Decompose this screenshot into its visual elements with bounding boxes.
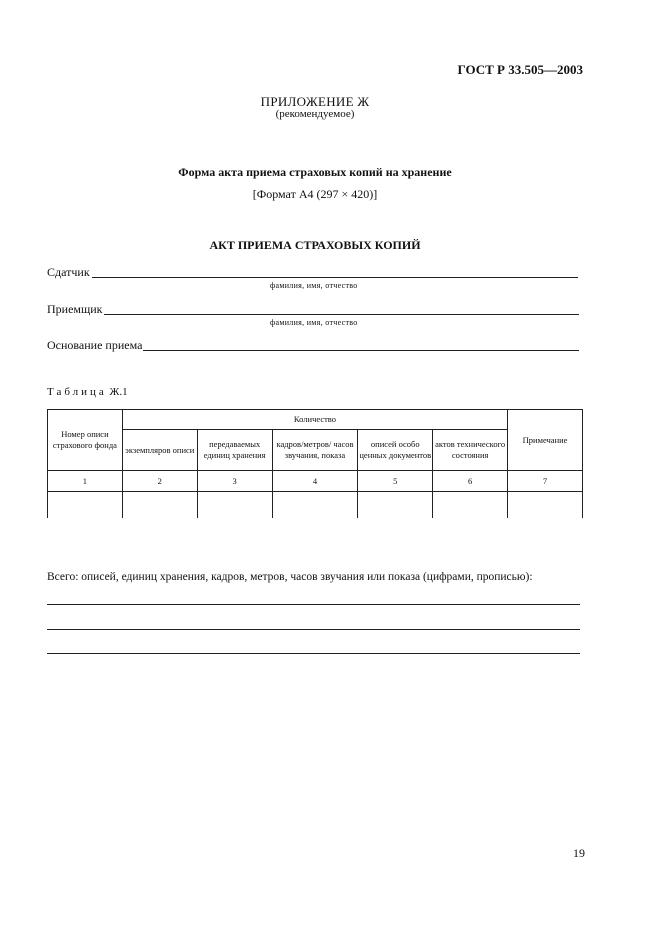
receiver-hint: фамилия, имя, отчество xyxy=(270,318,358,327)
col-num-2: 2 xyxy=(122,471,197,492)
empty-cell xyxy=(272,492,358,518)
sender-hint: фамилия, имя, отчество xyxy=(270,281,358,290)
empty-cell xyxy=(433,492,508,518)
sub-header-frames: кадров/метров/ часов звучания, показа xyxy=(272,430,358,471)
total-line-3 xyxy=(47,653,580,654)
sub-header-valuable: описей особо ценных документов xyxy=(358,430,433,471)
empty-cell xyxy=(508,492,583,518)
col-num-5: 5 xyxy=(358,471,433,492)
total-line-1 xyxy=(47,604,580,605)
table-caption-number: Ж.1 xyxy=(109,386,128,398)
col-num-3: 3 xyxy=(197,471,272,492)
table-caption xyxy=(47,386,128,398)
empty-cell xyxy=(122,492,197,518)
col-number-header: Номер описи страхового фонда xyxy=(48,410,123,471)
form-title: Форма акта приема страховых копий на хранение xyxy=(178,165,452,179)
appendix-title: ПРИЛОЖЕНИЕ Ж xyxy=(260,94,370,109)
basis-label: Основание приема xyxy=(47,338,143,352)
col-num-7: 7 xyxy=(508,471,583,492)
sub-header-copies: экземпляров описи xyxy=(122,430,197,471)
empty-data-row xyxy=(48,492,583,518)
col-num-6: 6 xyxy=(433,471,508,492)
table-caption-word: Таблица xyxy=(47,386,107,398)
act-table xyxy=(47,409,583,518)
basis-line xyxy=(143,350,579,351)
appendix-subtitle: (рекомендуемое) xyxy=(275,108,355,120)
col-note-header: Примечание xyxy=(508,410,583,471)
col-num-4: 4 xyxy=(272,471,358,492)
receiver-line xyxy=(104,314,579,315)
quantity-group-header: Количество xyxy=(122,410,507,430)
col-num-1: 1 xyxy=(48,471,123,492)
empty-cell xyxy=(48,492,123,518)
act-title: АКТ ПРИЕМА СТРАХОВЫХ КОПИЙ xyxy=(209,238,421,252)
column-number-row xyxy=(48,471,583,492)
receiver-label: Приемщик xyxy=(47,302,103,316)
page-number: 19 xyxy=(573,846,585,860)
empty-cell xyxy=(358,492,433,518)
standard-code: ГОСТ Р 33.505—2003 xyxy=(457,62,583,77)
sub-header-condition: актов технического состояния xyxy=(433,430,508,471)
sender-line xyxy=(92,277,578,278)
empty-cell xyxy=(197,492,272,518)
total-label: Всего: описей, единиц хранения, кадров, метров, часов звучания или показа (цифрами, прописью): xyxy=(47,571,533,583)
sub-header-units: передаваемых единиц хранения xyxy=(197,430,272,471)
format-note: [Формат А4 (297 × 420)] xyxy=(252,187,378,201)
total-line-2 xyxy=(47,629,580,630)
sender-label: Сдатчик xyxy=(47,265,90,279)
